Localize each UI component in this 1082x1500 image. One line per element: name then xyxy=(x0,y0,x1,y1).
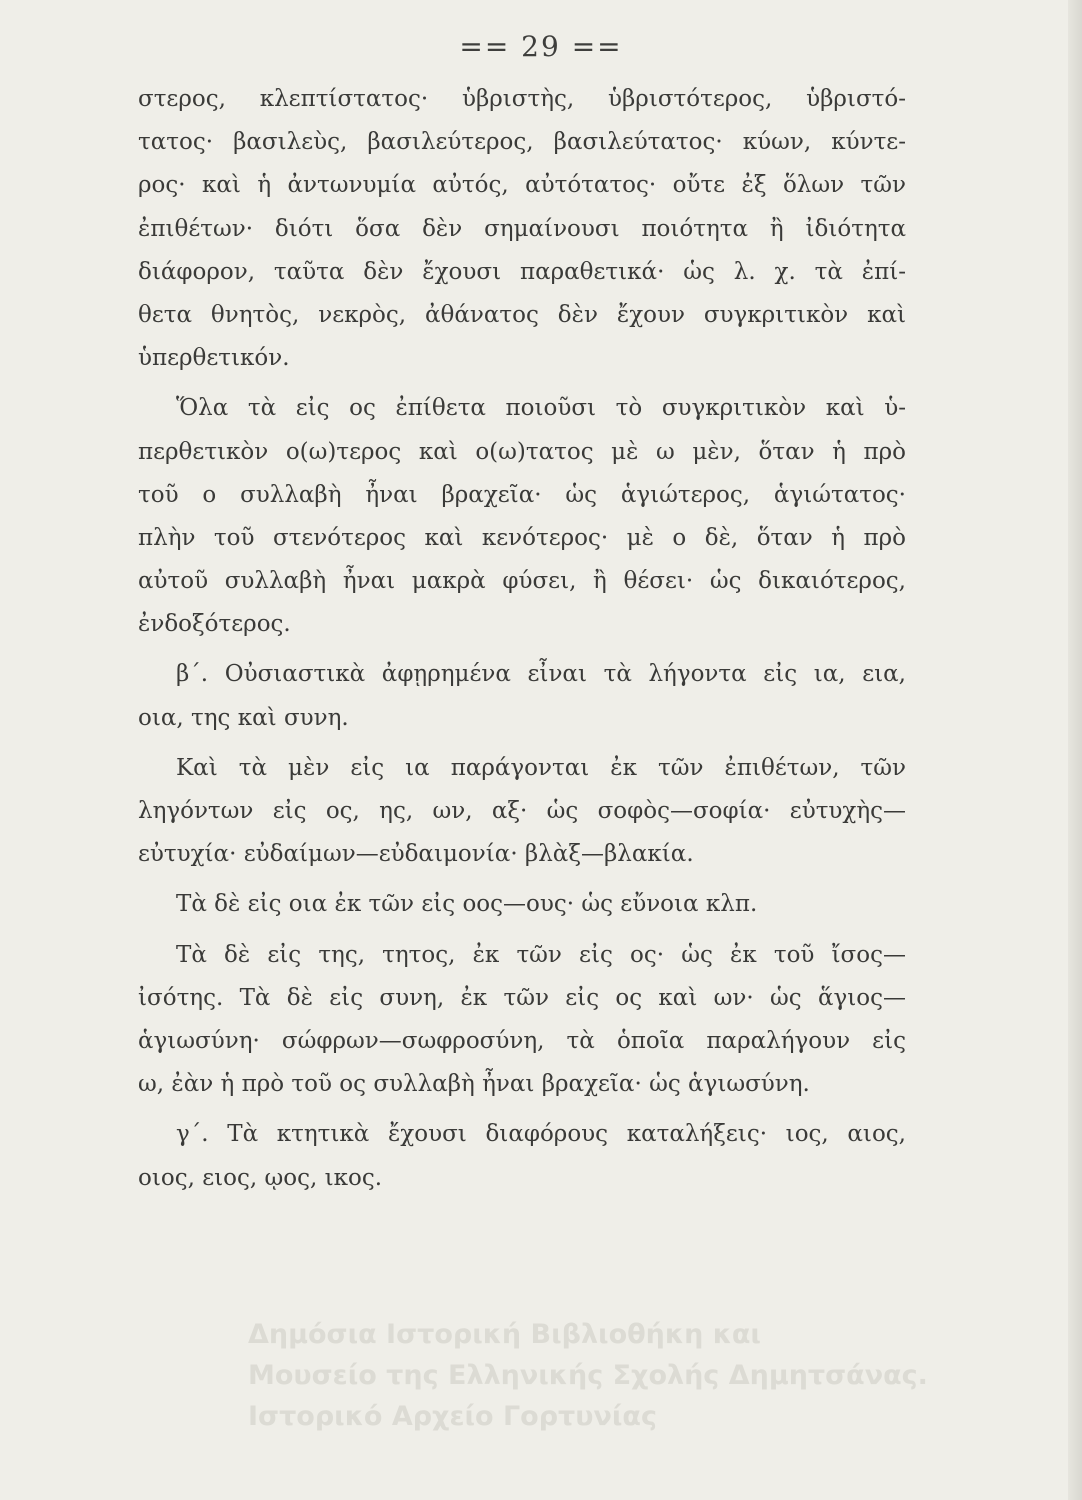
watermark-line: Μουσείο της Ελληνικής Σχολής Δημητσάνας. xyxy=(248,1360,928,1391)
text-line: γ΄. Τὰ κτητικὰ ἔχουσι διαφόρους καταλήξεις· ιος, αιος, xyxy=(176,1121,906,1148)
paragraph xyxy=(138,387,906,646)
text-line: ἁγιωσύνη· σώφρων—σωφροσύνη, τὰ ὁποῖα παραλήγουν εἰς xyxy=(138,1027,906,1054)
text-line: διάφορον, ταῦτα δὲν ἔχουσι παραθετικά· ὡς λ. χ. τὰ ἐπί- xyxy=(138,258,906,285)
text-line: περθετικὸν ο(ω)τερος καὶ ο(ω)τατος μὲ ω μὲν, ὅταν ἡ πρὸ xyxy=(138,438,906,465)
text-line: τατος· βασιλεὺς, βασιλεύτερος, βασιλεύτατος· κύων, κύντε- xyxy=(138,129,906,156)
text-line: στερος, κλεπτίστατος· ὑβριστὴς, ὑβριστότερος, ὑβριστό- xyxy=(138,86,906,112)
page-edge xyxy=(1068,0,1082,1500)
text-line: θετα θνητὸς, νεκρὸς, ἀθάνατος δὲν ἔχουν συγκριτικὸν καὶ xyxy=(138,301,906,328)
paragraph xyxy=(138,78,906,380)
text-line: ω, ἐὰν ἡ πρὸ τοῦ ος συλλαβὴ ἦναι βραχεῖα· ὡς ἁγιωσύνη. xyxy=(138,1071,810,1098)
paragraph xyxy=(138,934,906,1107)
watermark-line: Δημόσια Ιστορική Βιβλιοθήκη και xyxy=(248,1319,761,1350)
text-line: αὐτοῦ συλλαβὴ ἦναι μακρὰ φύσει, ἢ θέσει· ὡς δικαιότερος, xyxy=(138,568,906,595)
section-beta xyxy=(138,653,906,739)
text-line: ρος· καὶ ἡ ἀντωνυμία αὐτός, αὐτότατος· οὔτε ἐξ ὅλων τῶν xyxy=(138,172,906,199)
text-line: ἐπιθέτων· διότι ὅσα δὲν σημαίνουσι ποιότητα ἢ ἰδιότητα xyxy=(138,215,906,242)
text-line: ὑπερθετικόν. xyxy=(138,345,290,372)
text-line: οιος, ειος, ῳος, ικος. xyxy=(138,1164,383,1191)
text-line: β΄. Οὐσιαστικὰ ἀφῃρημένα εἶναι τὰ λήγοντα εἰς ια, εια, xyxy=(176,661,906,688)
text-line: τοῦ ο συλλαβὴ ἦναι βραχεῖα· ὡς ἁγιώτερος, ἁγιώτατος· xyxy=(138,481,906,508)
text-line: ληγόντων εἰς ος, ης, ων, αξ· ὡς σοφὸς—σοφία· εὐτυχὴς— xyxy=(138,798,906,824)
library-watermark xyxy=(248,1314,928,1437)
watermark-line: Ιστορικό Αρχείο Γορτυνίας xyxy=(248,1401,657,1432)
text-line: Καὶ τὰ μὲν εἰς ια παράγονται ἐκ τῶν ἐπιθέτων, τῶν xyxy=(176,754,906,781)
page-number: == 29 == xyxy=(459,30,623,63)
text-line: Ὅλα τὰ εἰς ος ἐπίθετα ποιοῦσι τὸ συγκριτικὸν καὶ ὑ- xyxy=(176,395,906,422)
text-line: Τὰ δὲ εἰς οια ἐκ τῶν εἰς οος—ους· ὡς εὔνοια κλπ. xyxy=(176,891,758,918)
section-gamma xyxy=(138,1113,906,1199)
text-line: εὐτυχία· εὐδαίμων—εὐδαιμονία· βλὰξ—βλακία. xyxy=(138,841,694,868)
text-line: ἰσότης. Τὰ δὲ εἰς συνη, ἐκ τῶν εἰς ος καὶ ων· ὡς ἅγιος— xyxy=(138,984,906,1011)
text-line: ἐνδοξότερος. xyxy=(138,611,291,638)
text-line: Τὰ δὲ εἰς της, τητος, ἐκ τῶν εἰς ος· ὡς ἐκ τοῦ ἴσος— xyxy=(176,941,906,968)
text-line: οια, της καὶ συνη. xyxy=(138,704,349,731)
paragraph xyxy=(138,747,906,877)
text-line: πλὴν τοῦ στενότερος καὶ κενότερος· μὲ ο δὲ, ὅταν ἡ πρὸ xyxy=(138,524,906,551)
body-text xyxy=(138,78,906,1200)
paragraph xyxy=(138,883,906,926)
